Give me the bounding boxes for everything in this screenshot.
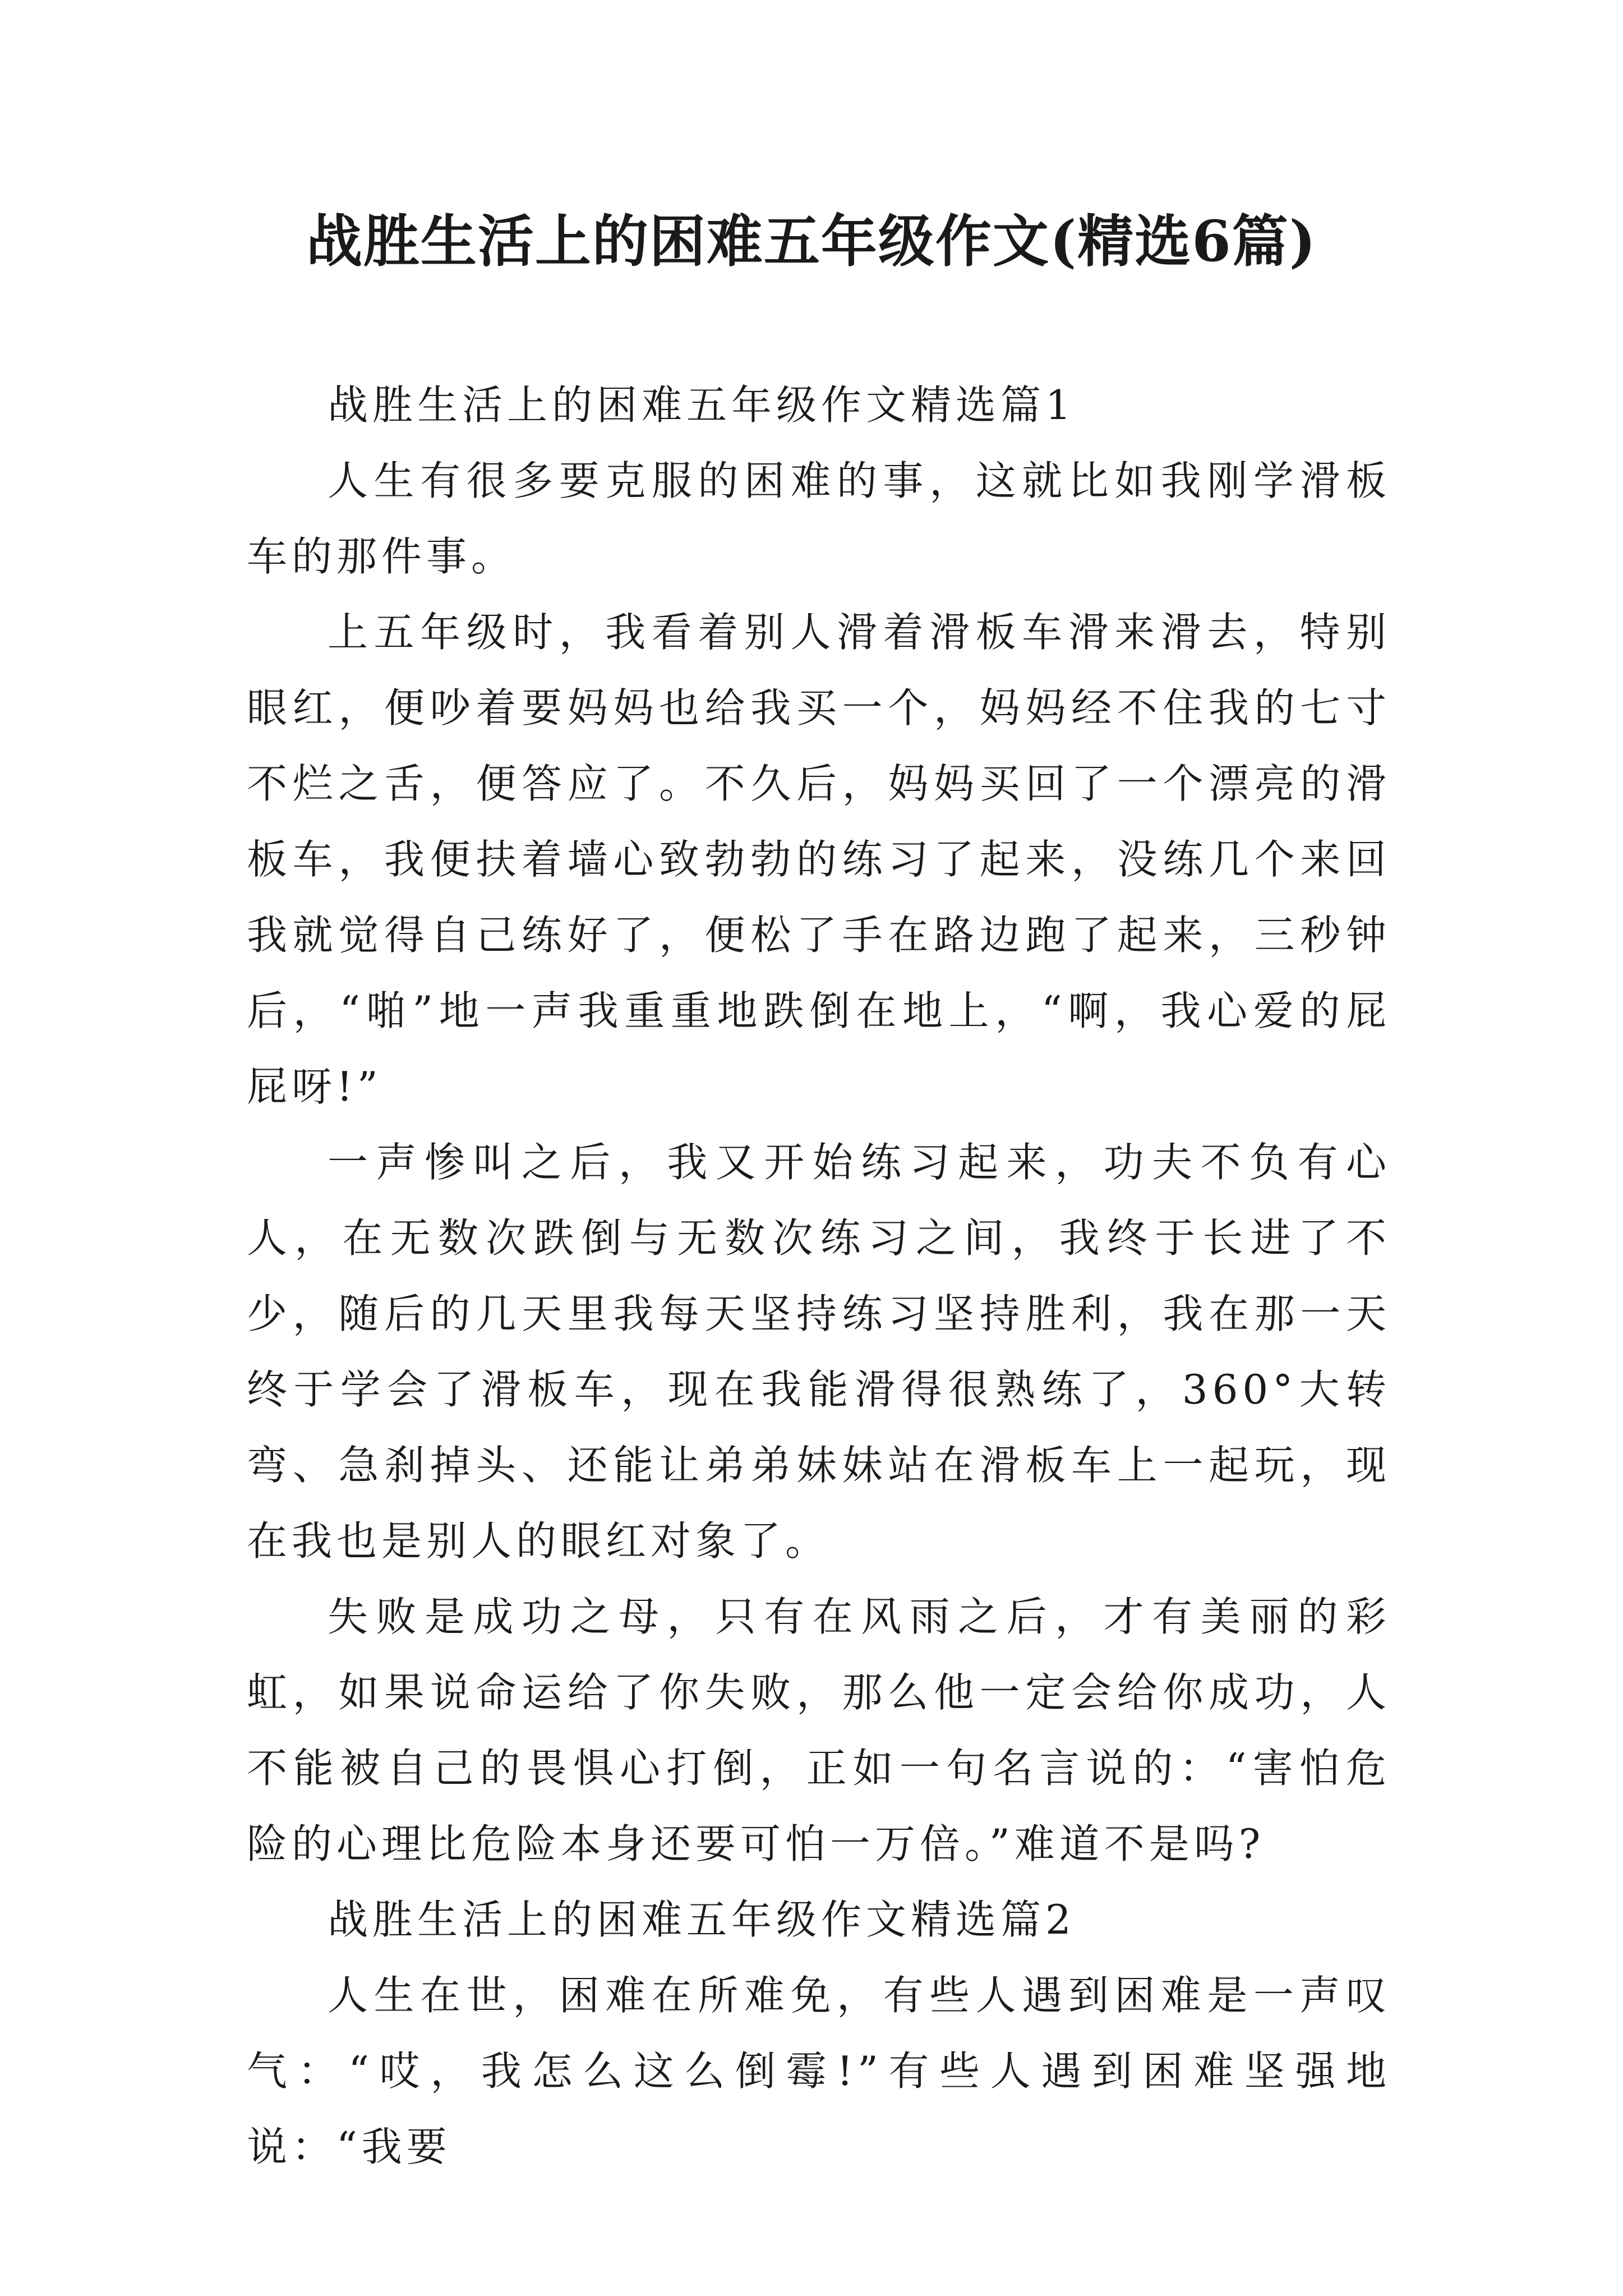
document-body (247, 367, 1391, 2185)
section-heading-2: 战胜生活上的困难五年级作文精选篇2 (328, 1896, 1076, 1943)
paragraph: 上五年级时，我看着别人滑着滑板车滑来滑去，特别眼红，便吵着要妈妈也给我买一个，妈妈经不住我的七寸不烂之舌，便答应了。不久后，妈妈买回了一个漂亮的滑板车，我便扶着墙心致勃勃的练习了起来，没练几个来回我就觉得自己练好了，便松了手在路边跑了起来，三秒钟后，“啪”地一声我重重地跌倒在地上，“啊，我心爱的屁屁呀!” (247, 609, 1391, 1110)
document-title: 战胜生活上的困难五年级作文(精选6篇) (306, 208, 1317, 274)
paragraph: 一声惨叫之后，我又开始练习起来，功夫不负有心人，在无数次跌倒与无数次练习之间，我终于长进了不少，随后的几天里我每天坚持练习坚持胜利，我在那一天终于学会了滑板车，现在我能滑得很熟练了，360°大转弯、急刹掉头、还能让弟弟妹妹站在滑板车上一起玩，现在我也是别人的眼红对象了。 (247, 1139, 1391, 1565)
section-heading-1: 战胜生活上的困难五年级作文精选篇1 (328, 381, 1076, 429)
paragraph: 人生有很多要克服的困难的事，这就比如我刚学滑板车的那件事。 (247, 457, 1391, 580)
paragraph: 人生在世，困难在所难免，有些人遇到困难是一声叹气：“哎，我怎么这么倒霉!”有些人遇到困难坚强地说：“我要 (247, 1972, 1391, 2170)
paragraph: 失败是成功之母，只有在风雨之后，才有美丽的彩虹，如果说命运给了你失败，那么他一定会给你成功，人不能被自己的畏惧心打倒，正如一句名言说的：“害怕危险的心理比危险本身还要可怕一万倍。”难道不是吗? (247, 1593, 1391, 1867)
